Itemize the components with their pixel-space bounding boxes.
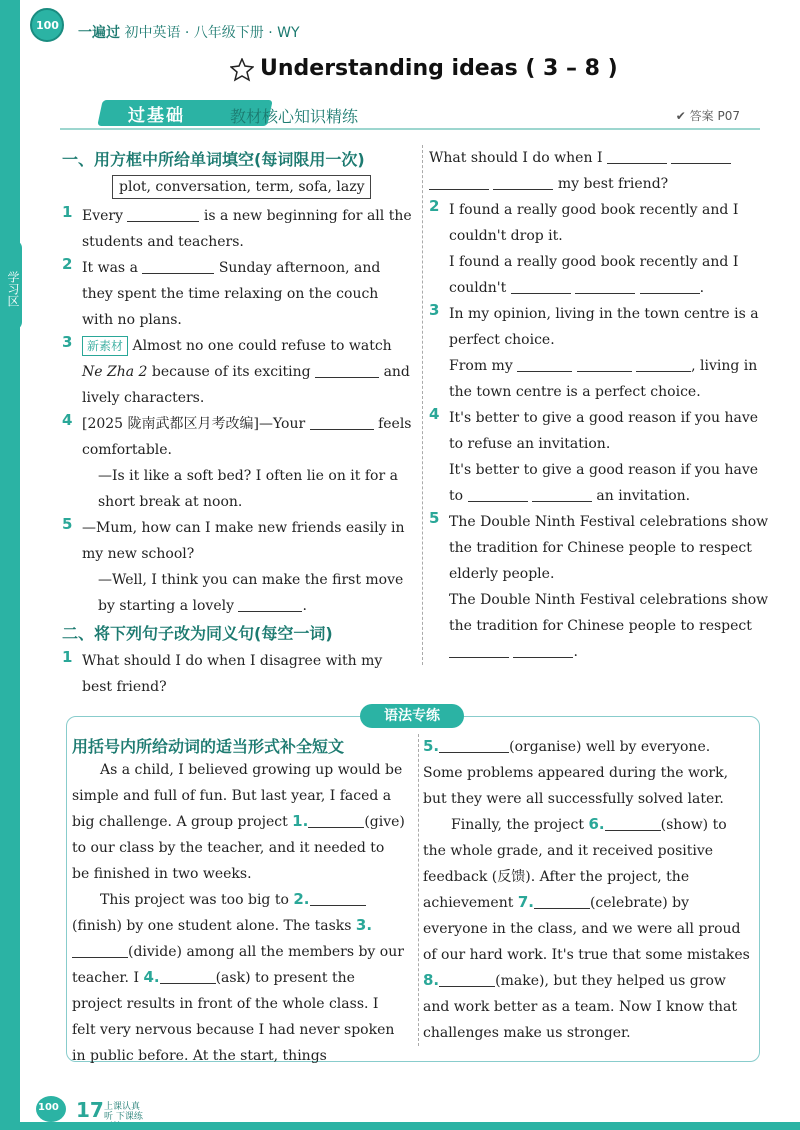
- answer-blank[interactable]: [607, 148, 667, 164]
- grammar-title: 用括号内所给动词的适当形式补全短文: [72, 737, 345, 756]
- answer-blank[interactable]: [127, 206, 199, 222]
- answer-blank[interactable]: [532, 486, 592, 502]
- section-subtitle: 教材核心知识精练: [230, 107, 359, 126]
- grammar-left-column: [72, 734, 406, 1069]
- section-badge: 过基础: [128, 106, 185, 126]
- left-color-strip: [0, 0, 20, 1130]
- answer-blank[interactable]: [575, 278, 635, 294]
- answer-blank[interactable]: [72, 942, 128, 958]
- rewrite-question-2: 2 I found a really good book recently and I couldn't drop it. I found a really good book recently and I couldn't .: [429, 197, 739, 296]
- new-material-tag: 新素材: [82, 336, 128, 356]
- answer-blank[interactable]: [511, 278, 571, 294]
- brand-logo-icon: 100: [30, 8, 64, 42]
- rewrite-question-4: 4 It's better to give a good reason if you have to refuse an invitation. It's better to give a good reason if you have to an invitation.: [429, 405, 759, 504]
- section-divider: [60, 128, 760, 130]
- answer-blank[interactable]: [534, 893, 590, 909]
- section-bar: [70, 98, 770, 130]
- question-5: 5 —Mum, how can I make new friends easily in my new school? —Well, I think you can make the first move by starting a lovely .: [62, 515, 405, 614]
- answer-blank[interactable]: [636, 356, 691, 372]
- answer-blank[interactable]: [671, 148, 731, 164]
- grammar-right-column: [418, 734, 754, 1046]
- question-3: 3 新素材 Almost no one could refuse to watch Ne Zha 2 because of its exciting and lively characters.: [62, 333, 410, 406]
- answer-blank[interactable]: [513, 642, 573, 658]
- answer-blank[interactable]: [640, 278, 700, 294]
- series-title: 一遍过 初中英语 · 八年级下册 · WY: [78, 25, 300, 41]
- question-4: 4 [2025 陇南武都区月考改编]—Your feels comfortable. —Is it like a soft bed? I often lie on it for a short break at noon.: [62, 411, 412, 510]
- study-zone-tab: 学习区: [0, 240, 22, 330]
- answer-blank[interactable]: [310, 890, 366, 906]
- answer-blank[interactable]: [308, 812, 364, 828]
- rewrite-question-1: 1 What should I do when I disagree with my best friend?: [62, 648, 383, 695]
- footer-logo-icon: 100: [36, 1096, 66, 1122]
- top-header: [0, 0, 800, 50]
- question-2: 2 It was a Sunday afternoon, and they spent the time relaxing on the couch with no plans.: [62, 255, 381, 328]
- footer-motto: 上课认真听 下课练: [104, 1102, 143, 1122]
- rewrite-question-5: 5 The Double Ninth Festival celebrations show the tradition for Chinese people to respect elderly people. The Double Ninth Festival celebrations show the tradition for Chinese people to respect .: [429, 509, 769, 660]
- left-column: [62, 145, 412, 700]
- page-number: 17: [76, 1098, 104, 1122]
- answer-blank[interactable]: [310, 414, 374, 430]
- answer-blank[interactable]: [160, 968, 216, 984]
- answer-blank[interactable]: [449, 642, 509, 658]
- answer-blank[interactable]: [468, 486, 528, 502]
- answer-blank[interactable]: [429, 174, 489, 190]
- part2-heading: 二、将下列句子改为同义句(每空一词): [62, 624, 333, 643]
- grammar-paragraph-1: As a child, I believed growing up would be simple and full of fun. But last year, I faced a big challenge. A group project 1. (give) to our class by the teacher, and it needed to be finished in two weeks.: [72, 762, 405, 882]
- grammar-tag: 语法专练: [360, 704, 464, 728]
- rewrite-question-3: 3 In my opinion, living in the town centre is a perfect choice. From my , living in the town centre is a perfect choice.: [429, 301, 759, 400]
- page-footer: [0, 1096, 800, 1130]
- answer-blank[interactable]: [439, 737, 509, 753]
- answer-blank[interactable]: [605, 815, 661, 831]
- grammar-paragraph-3: Finally, the project 6. (show) to the whole grade, and it received positive feedback (反馈). After the project, the achievement 7. (celebrate) by everyone in the class, and we were all proud of our hard work. It's true that some mistakes 8. (make), but they helped us grow and work better as a team. Now I know that challenges make us stronger.: [423, 815, 750, 1041]
- rewrite-question-1-line: What should I do when I my best friend?: [429, 145, 772, 197]
- answer-blank[interactable]: [517, 356, 572, 372]
- answer-reference: ✔ 答案 P07: [675, 109, 740, 123]
- grammar-paragraph-2: This project was too big to 2.(finish) by one student alone. The tasks 3.(divide) among all the members by our teacher. I 4. (ask) to present the project results in front of the whole class. I felt very nervous because I had never spoken in public before. At the start, things: [72, 890, 404, 1064]
- answer-blank[interactable]: [439, 971, 495, 987]
- part1-heading: 一、用方框中所给单词填空(每词限用一次): [62, 150, 365, 169]
- answer-blank[interactable]: [315, 362, 379, 378]
- answer-blank[interactable]: [142, 258, 214, 274]
- grammar-paragraph-2-cont: 5. (organise) well by everyone. Some problems appeared during the work, but they were all successfully solved later.: [423, 737, 729, 807]
- right-column: [422, 145, 772, 665]
- star-badge-icon: [230, 58, 254, 82]
- footer-bar: [0, 1122, 800, 1130]
- unit-title: Understanding ideas ( 3 – 8 ): [260, 56, 618, 81]
- answer-blank[interactable]: [577, 356, 632, 372]
- answer-blank[interactable]: [493, 174, 553, 190]
- answer-blank[interactable]: [238, 596, 302, 612]
- question-1: 1 Every is a new beginning for all the students and teachers.: [62, 203, 412, 250]
- word-bank: plot, conversation, term, sofa, lazy: [112, 175, 371, 199]
